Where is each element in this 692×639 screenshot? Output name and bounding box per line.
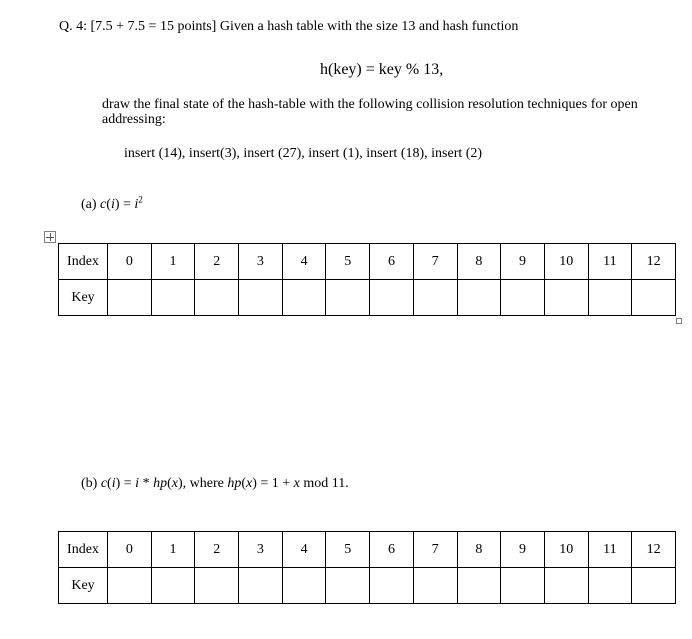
key-label: Key xyxy=(59,280,108,316)
index-label: Index xyxy=(59,532,108,568)
part-a-label: (a) $c(i) = i^2$ xyxy=(81,194,143,212)
table-row xyxy=(59,280,676,316)
index-cell[interactable]: 8 xyxy=(457,244,501,280)
key-cell[interactable] xyxy=(413,568,457,604)
index-cell[interactable]: 11 xyxy=(588,532,632,568)
table-row xyxy=(59,532,676,568)
key-cell[interactable] xyxy=(282,280,326,316)
key-cell[interactable] xyxy=(588,568,632,604)
table-resize-handle-icon[interactable] xyxy=(676,318,682,324)
index-cell[interactable]: 4 xyxy=(282,244,326,280)
key-cell[interactable] xyxy=(282,568,326,604)
index-cell[interactable]: 8 xyxy=(457,532,501,568)
key-label: Key xyxy=(59,568,108,604)
key-cell[interactable] xyxy=(544,568,588,604)
index-cell[interactable]: 11 xyxy=(588,244,632,280)
part-b-label: (b) c(i) = i * hp(x), where hp(x) = 1 + x mod 11. xyxy=(81,476,349,491)
index-cell[interactable]: 2 xyxy=(195,532,239,568)
hash-table-b xyxy=(58,531,676,604)
key-cell[interactable] xyxy=(239,568,283,604)
key-cell[interactable] xyxy=(501,280,545,316)
hash-table-a xyxy=(58,243,676,316)
key-cell[interactable] xyxy=(588,280,632,316)
index-cell[interactable]: 5 xyxy=(326,244,370,280)
key-cell[interactable] xyxy=(151,280,195,316)
index-cell[interactable]: 12 xyxy=(632,244,676,280)
index-cell[interactable]: 2 xyxy=(195,244,239,280)
index-cell[interactable]: 10 xyxy=(544,244,588,280)
index-cell[interactable]: 5 xyxy=(326,532,370,568)
index-cell[interactable]: 12 xyxy=(632,532,676,568)
index-cell[interactable]: 9 xyxy=(501,532,545,568)
index-cell[interactable]: 7 xyxy=(413,532,457,568)
key-cell[interactable] xyxy=(108,568,152,604)
key-cell[interactable] xyxy=(370,568,414,604)
insert-sequence: insert (14), insert(3), insert (27), insert (1), insert (18), insert (2) xyxy=(124,146,483,161)
index-cell[interactable]: 1 xyxy=(151,244,195,280)
index-cell[interactable]: 6 xyxy=(370,244,414,280)
index-cell[interactable]: 3 xyxy=(239,244,283,280)
index-cell[interactable]: 9 xyxy=(501,244,545,280)
key-cell[interactable] xyxy=(108,280,152,316)
index-cell[interactable]: 6 xyxy=(370,532,414,568)
key-cell[interactable] xyxy=(457,280,501,316)
key-cell[interactable] xyxy=(457,568,501,604)
index-cell[interactable]: 3 xyxy=(239,532,283,568)
key-cell[interactable] xyxy=(544,280,588,316)
index-cell[interactable]: 0 xyxy=(108,244,152,280)
index-cell[interactable]: 0 xyxy=(108,532,152,568)
table-row xyxy=(59,568,676,604)
index-cell[interactable]: 7 xyxy=(413,244,457,280)
key-cell[interactable] xyxy=(370,280,414,316)
index-label: Index xyxy=(59,244,108,280)
key-cell[interactable] xyxy=(151,568,195,604)
index-cell[interactable]: 10 xyxy=(544,532,588,568)
hash-function-formula: h(key) = key % 13, xyxy=(320,61,444,78)
question-header: Q. 4: [7.5 + 7.5 = 15 points] Given a hash table with the size 13 and hash function xyxy=(59,19,519,34)
key-cell[interactable] xyxy=(632,280,676,316)
key-cell[interactable] xyxy=(195,568,239,604)
index-cell[interactable]: 1 xyxy=(151,532,195,568)
table-move-handle-icon[interactable] xyxy=(44,231,56,243)
instruction-text: draw the final state of the hash-table with the following collision resolution techniques for open addressing: xyxy=(102,97,638,127)
index-cell[interactable]: 4 xyxy=(282,532,326,568)
table-row xyxy=(59,244,676,280)
key-cell[interactable] xyxy=(326,280,370,316)
key-cell[interactable] xyxy=(239,280,283,316)
key-cell[interactable] xyxy=(326,568,370,604)
key-cell[interactable] xyxy=(501,568,545,604)
key-cell[interactable] xyxy=(632,568,676,604)
key-cell[interactable] xyxy=(195,280,239,316)
key-cell[interactable] xyxy=(413,280,457,316)
